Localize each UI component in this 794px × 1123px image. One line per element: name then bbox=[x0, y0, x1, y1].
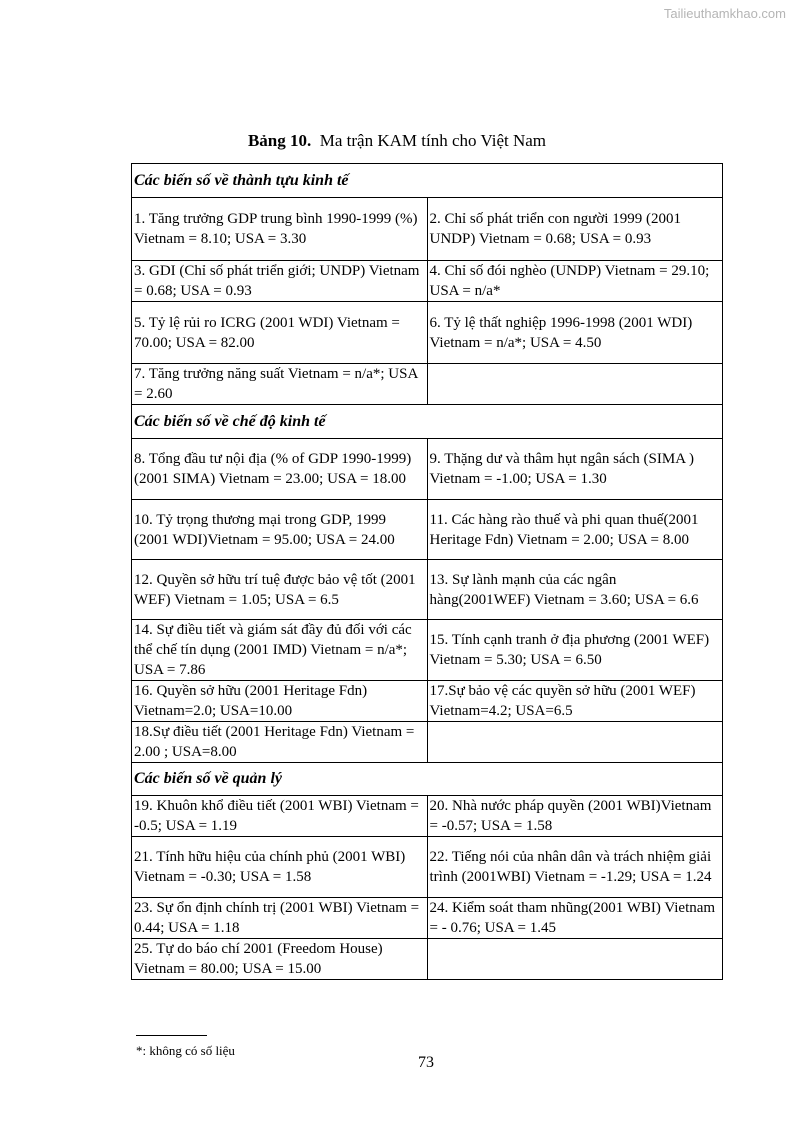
table-row bbox=[132, 261, 723, 302]
table-cell: 20. Nhà nước pháp quyền (2001 WBI)Vietnam = -0.57; USA = 1.58 bbox=[427, 796, 723, 837]
footnote-divider bbox=[136, 1035, 207, 1036]
table-cell: 3. GDI (Chỉ số phát triển giới; UNDP) Vietnam = 0.68; USA = 0.93 bbox=[132, 261, 428, 302]
table-cell bbox=[427, 722, 723, 763]
table-row bbox=[132, 620, 723, 681]
section-header-row bbox=[132, 763, 723, 796]
table-cell: 25. Tự do báo chí 2001 (Freedom House) Vietnam = 80.00; USA = 15.00 bbox=[132, 939, 428, 980]
table-cell: 17.Sự bảo vệ các quyền sở hữu (2001 WEF) Vietnam=4.2; USA=6.5 bbox=[427, 681, 723, 722]
page-number: 73 bbox=[418, 1054, 434, 1071]
table-row bbox=[132, 722, 723, 763]
table-cell: 13. Sự lành mạnh của các ngân hàng(2001WEF) Vietnam = 3.60; USA = 6.6 bbox=[427, 560, 723, 620]
table-cell: 2. Chỉ số phát triển con người 1999 (2001 UNDP) Vietnam = 0.68; USA = 0.93 bbox=[427, 198, 723, 261]
table-cell: 22. Tiếng nói của nhân dân và trách nhiệm giải trình (2001WBI) Vietnam = -1.29; USA = 1.24 bbox=[427, 837, 723, 898]
section-heading: Các biến số về quản lý bbox=[132, 763, 723, 796]
table-row bbox=[132, 198, 723, 261]
table-cell: 11. Các hàng rào thuế và phi quan thuế(2001 Heritage Fdn) Vietnam = 2.00; USA = 8.00 bbox=[427, 500, 723, 560]
table-cell: 19. Khuôn khổ điều tiết (2001 WBI) Vietnam = -0.5; USA = 1.19 bbox=[132, 796, 428, 837]
table-row bbox=[132, 796, 723, 837]
section-header-row bbox=[132, 164, 723, 198]
table-cell: 24. Kiểm soát tham nhũng(2001 WBI) Vietnam = - 0.76; USA = 1.45 bbox=[427, 898, 723, 939]
table-row bbox=[132, 439, 723, 500]
table-cell: 16. Quyền sở hữu (2001 Heritage Fdn) Vietnam=2.0; USA=10.00 bbox=[132, 681, 428, 722]
kam-matrix-table bbox=[131, 163, 723, 980]
table-cell: 5. Tỷ lệ rủi ro ICRG (2001 WDI) Vietnam = 70.00; USA = 82.00 bbox=[132, 302, 428, 364]
footnote: *: không có số liệu bbox=[136, 1043, 235, 1058]
table-title-text: Ma trận KAM tính cho Việt Nam bbox=[319, 131, 547, 150]
table-row bbox=[132, 364, 723, 405]
table-row bbox=[132, 560, 723, 620]
table-cell: 1. Tăng trưởng GDP trung bình 1990-1999 (%) Vietnam = 8.10; USA = 3.30 bbox=[132, 198, 428, 261]
table-cell bbox=[427, 364, 723, 405]
table-row bbox=[132, 500, 723, 560]
table-cell: 9. Thặng dư và thâm hụt ngân sách (SIMA ) Vietnam = -1.00; USA = 1.30 bbox=[427, 439, 723, 500]
table-cell: 7. Tăng trưởng năng suất Vietnam = n/a*; USA = 2.60 bbox=[132, 364, 428, 405]
table-cell: 12. Quyền sở hữu trí tuệ được bảo vệ tốt (2001 WEF) Vietnam = 1.05; USA = 6.5 bbox=[132, 560, 428, 620]
table-cell: 8. Tổng đầu tư nội địa (% of GDP 1990-1999) (2001 SIMA) Vietnam = 23.00; USA = 18.00 bbox=[132, 439, 428, 500]
table-label: Bảng 10. bbox=[247, 131, 312, 150]
section-heading: Các biến số về thành tựu kinh tế bbox=[132, 164, 723, 198]
table-cell: 10. Tỷ trọng thương mại trong GDP, 1999 (2001 WDI)Vietnam = 95.00; USA = 24.00 bbox=[132, 500, 428, 560]
table-cell: 4. Chỉ số đói nghèo (UNDP) Vietnam = 29.10; USA = n/a* bbox=[427, 261, 723, 302]
table-row bbox=[132, 681, 723, 722]
table-row bbox=[132, 837, 723, 898]
table-row bbox=[132, 302, 723, 364]
table-cell: 23. Sự ổn định chính trị (2001 WBI) Vietnam = 0.44; USA = 1.18 bbox=[132, 898, 428, 939]
table-row bbox=[132, 898, 723, 939]
table-row bbox=[132, 939, 723, 980]
table-cell: 6. Tỷ lệ thất nghiệp 1996-1998 (2001 WDI) Vietnam = n/a*; USA = 4.50 bbox=[427, 302, 723, 364]
table-cell: 15. Tính cạnh tranh ở địa phương (2001 WEF) Vietnam = 5.30; USA = 6.50 bbox=[427, 620, 723, 681]
section-heading: Các biến số về chế độ kinh tế bbox=[132, 405, 723, 439]
table-title bbox=[0, 131, 794, 151]
watermark: Tailieuthamkhao.com bbox=[663, 6, 786, 21]
table-cell: 14. Sự điều tiết và giám sát đầy đủ đối với các thể chế tín dụng (2001 IMD) Vietnam = n/a*; USA = 7.86 bbox=[132, 620, 428, 681]
section-header-row bbox=[132, 405, 723, 439]
table-cell: 21. Tính hữu hiệu của chính phủ (2001 WBI) Vietnam = -0.30; USA = 1.58 bbox=[132, 837, 428, 898]
table-cell bbox=[427, 939, 723, 980]
table-cell: 18.Sự điều tiết (2001 Heritage Fdn) Vietnam = 2.00 ; USA=8.00 bbox=[132, 722, 428, 763]
